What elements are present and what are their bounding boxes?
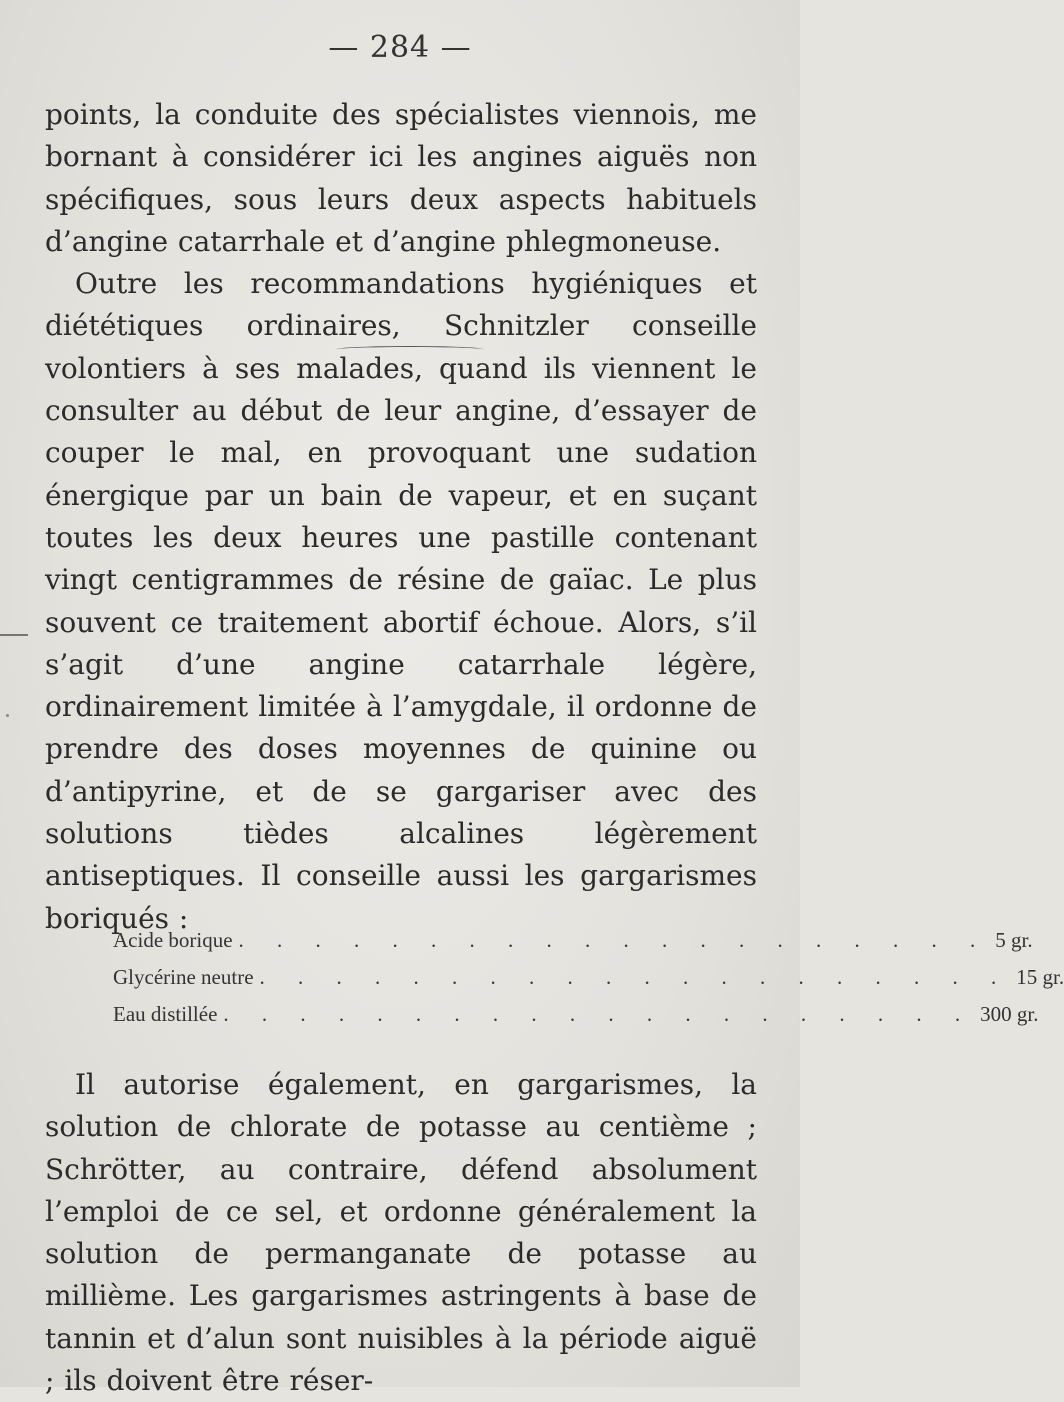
prescription-row bbox=[113, 1002, 1039, 1039]
ingredient-name: Acide borique bbox=[113, 928, 233, 952]
ingredient-quantity: 300 gr. bbox=[980, 1002, 1039, 1026]
body-text-bottom bbox=[45, 1064, 757, 1402]
margin-speck bbox=[6, 714, 9, 717]
leader-dots: . . . . . . . . . . . . . . . . . . . . bbox=[238, 928, 990, 952]
paragraph: points, la conduite des spécialistes viennois, me bornant à considérer ici les angines aiguës non spécifiques, sous leurs deux aspects habituels d’angine catarrhale et d’angine phlegmoneuse. bbox=[45, 98, 757, 258]
leader-dots: . . . . . . . . . . . . . . . . . . . . bbox=[223, 1002, 975, 1026]
prescription-list bbox=[113, 928, 1064, 1039]
ingredient-quantity: 15 gr. bbox=[1016, 965, 1064, 989]
paragraph: Outre les recommandations hygiéniques et diététiques ordinaires, Schnitzler conseille volontiers à ses malades, quand ils viennent le consulter au début de leur angine, d’essayer de couper le mal, en provoquant une sudation énergique par un bain de vapeur, et en suçant toutes les deux heures une pastille contenant vingt centigrammes de résine de gaïac. Le plus souvent ce traitement abortif échoue. Alors, s’il s’agit d’une angine catarrhale légère, ordinairement limitée à l’amygdale, il ordonne de prendre des doses moyennes de quinine ou d’antipyrine, et de se gargariser avec des solutions tièdes alcalines légèrement antiseptiques. Il conseille aussi les gargarismes boriqués : bbox=[45, 267, 757, 935]
ingredient-name: Eau distillée bbox=[113, 1002, 218, 1026]
body-text-top bbox=[45, 94, 757, 940]
paragraph: Il autorise également, en gargarismes, la solution de chlorate de potasse au centième ; Schrötter, au contraire, défend absolument l’emploi de ce sel, et ordonne généralement la solution de permanganate de potasse au millième. Les gargarismes astringents à base de tannin et d’alun sont nuisibles à la période aiguë ; ils doivent être réser- bbox=[45, 1068, 757, 1398]
ingredient-quantity: 5 gr. bbox=[995, 928, 1033, 952]
margin-mark bbox=[0, 634, 28, 636]
prescription-row bbox=[113, 928, 1033, 965]
prescription-row bbox=[113, 965, 1064, 1002]
leader-dots: . . . . . . . . . . . . . . . . . . . . bbox=[259, 965, 1011, 989]
page-number: — 284 — bbox=[328, 30, 472, 65]
ingredient-name: Glycérine neutre bbox=[113, 965, 254, 989]
